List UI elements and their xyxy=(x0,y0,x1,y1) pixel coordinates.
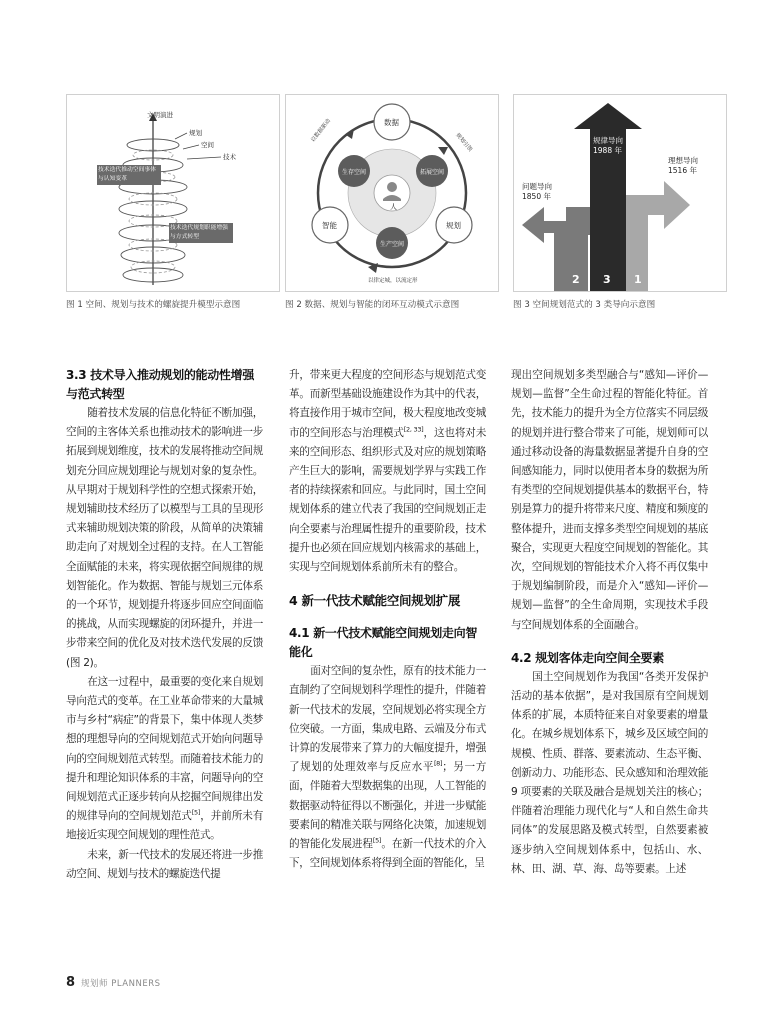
tech-label: 技术 xyxy=(223,153,236,161)
figure-2-caption: 图 2 数据、规划与智能的闭环互动模式示意图 xyxy=(285,300,460,310)
section-4-1-heading: 4.1 新一代技术赋能空间规划走向智能化 xyxy=(289,626,478,660)
page-footer xyxy=(66,975,161,990)
box2-text: 技术迭代规划职能增强与方式转型 xyxy=(170,225,228,240)
person-icon xyxy=(387,182,397,192)
planning-label: 规划 xyxy=(189,129,202,137)
arc-left-label: 以数据驱动 xyxy=(310,118,333,144)
figure-2 xyxy=(285,94,499,292)
paragraph: 升，带来更大程度的空间形态与规划范式变革。而新型基础设施建设作为其中的代表，将直接作用于城市空间，极大程度地改变城市的空间形态与治理模式[2, 33]，这也将对未来的空间形态、组织形式及对应的规划策略产生巨大的影响，需要规划学界与实践工作者的持续探索和回应。与此同时，国土空间规划体系的建立代表了我国的空间规划正走向全要素与治理属性提升的重要阶段，技术提升也必须在回应规划内核需求的基础上，实现与空间规划体系前所未有的整合。 xyxy=(289,369,486,574)
figure-3-caption: 图 3 空间规划范式的 3 类导向示意图 xyxy=(513,300,656,310)
center-year: 1988 年 xyxy=(593,146,622,155)
data-label: 数据 xyxy=(384,118,399,127)
section-3-3-heading: 3.3 技术导入推动规划的能动性增强与范式转型 xyxy=(66,368,255,401)
column-2 xyxy=(289,366,486,873)
citation-ref: [5] xyxy=(191,808,201,817)
column-1 xyxy=(66,366,263,884)
arrow-icon xyxy=(438,147,448,155)
right-year: 1516 年 xyxy=(668,166,697,175)
paragraph: 随着技术发展的信息化特征不断加强，空间的主客体关系也推动技术的影响进一步拓展到规划维度，技术的发展将推动空间规划充分回应规划理论与规划对象的复杂性。从早期对于规划科学性的空想式探索开始，规划辅助技术经历了以模型与工具的呈现形式来辅助规划决策的阶段，从简单的决策辅助走向了对规划全过程的支持。在人工智能全面赋能的未来，将实现依据空间规律的规划智能化。作为数据、智能与规划三元体系的一个环节，规划提升将逐步回应空间面临的挑战，从而实现螺旋的闭环提升，并进一步带来空间的优化及对技术迭代发展的反馈 (图 2)。 xyxy=(66,407,263,669)
figure-1 xyxy=(66,94,280,292)
left-label: 问题导向 xyxy=(522,182,552,191)
box1-text: 技术迭代推动空间事体与认知变革 xyxy=(98,167,156,182)
number-3: 3 xyxy=(603,273,611,286)
civilization-label: 文明演进 xyxy=(147,111,173,119)
number-1: 1 xyxy=(634,273,642,286)
column-3 xyxy=(511,366,708,879)
paragraph: 国土空间规划作为我国“各类开发保护活动的基本依据”，是对我国原有空间规划体系的扩展，本质特征来自对象要素的增量化。在城乡规划体系下，城乡及区域空间的规模、性质、群落、要素流动、生态平衡、创新动力、功能形态、民众感知和治理效能 9 项要素的关联及融合是规划关注的核心；伴随着治理能力现代化与“人和自然生命共同体”的发展思路及模式转型，自然要素被逐步纳入空间规划体系中，包括山、水、林、田、湖、草、海、岛等要素。上述 xyxy=(511,670,708,875)
section-4-heading: 4 新一代技术赋能空间规划扩展 xyxy=(289,593,461,609)
figure-1-diagram xyxy=(67,95,279,291)
left-year: 1850 年 xyxy=(522,192,551,201)
person-label: 人 xyxy=(390,203,397,211)
figure-3-diagram xyxy=(514,95,726,291)
intelligence-label: 智能 xyxy=(322,221,337,230)
paragraph: 现出空间规划多类型融合与“感知—评价—规划—监督”全生命过程的智能化特征。首先，技术能力的提升为全方位落实不同层级的规划并进行整合带来了可能，规划师可以通过移动设备的海量数据显著提升自身的空间感知能力，同时以使用者本身的数据为所有类型的空间规划提供基本的数据平台，特别是算力的提升将带来尺度、精度和频度的整体提升，进而支撑多类型空间规划的基底聚合，实现更大程度空间规划的智能化。其次，空间规划的智能技术介入将不再仅集中于规划编制阶段，而是介入“感知—评价—规划—监督”的全生命周期，实现技术手段与空间规划体系的全面融合。 xyxy=(511,369,708,631)
number-2: 2 xyxy=(572,273,580,286)
center-label: 规律导向 xyxy=(593,136,623,145)
living-space-label: 生存空间 xyxy=(342,169,367,176)
section-4-2-heading: 4.2 规划客体走向空间全要素 xyxy=(511,650,664,665)
production-space-label: 生产空间 xyxy=(380,241,405,248)
left-arrow xyxy=(522,207,566,291)
planning-label: 规划 xyxy=(446,221,461,230)
paragraph: 面对空间的复杂性，原有的技术能力一直制约了空间规划科学理性的提升，伴随着新一代技术的发展，空间规划必将实现全方位突破。一方面，集成电路、云端及分布式计算的发展带来了算力的大幅度提升，增强了规划的处理效率与反应水平[8]；另一方面，伴随着大型数据集的出现，人工智能的数据驱动特征得以不断强化，并进一步赋能要素间的精准关联与网络化决策，加速规划的智能化发展进程[5]。在新一代技术的介入下，空间规划体系将得到全面的智能化，呈 xyxy=(289,665,486,870)
right-label: 理想导向 xyxy=(668,156,698,165)
journal-name: 规划师 PLANNERS xyxy=(81,979,161,989)
paragraph: 在这一过程中，最重要的变化来自规划导向范式的变革。在工业革命带来的大量城市与乡村“病症”的背景下，集中体现人类梦想的理想导向的空间规划范式开始向问题导向的空间规划范式转型。而随着技术能力的提升和理论知识体系的丰富，问题导向的空间规划范式正逐步转向从挖掘空间规律出发的规律导向的空间规划范式[5]，并前所未有地接近实现空间规划的理性范式。 xyxy=(66,675,264,842)
figure-2-diagram xyxy=(286,95,498,291)
citation-ref: [5] xyxy=(372,836,382,845)
expand-space-label: 拓展空间 xyxy=(420,169,445,176)
space-label: 空间 xyxy=(201,141,214,149)
figure-3 xyxy=(513,94,727,292)
paragraph: 未来，新一代技术的发展还将进一步推动空间、规划与技术的螺旋迭代提 xyxy=(66,848,263,880)
arc-bottom-label: 以律定城，以流定形 xyxy=(368,278,418,284)
arc-right-label: 规划引领 xyxy=(454,132,473,154)
figure-1-caption: 图 1 空间、规划与技术的螺旋提升模型示意图 xyxy=(66,300,241,310)
center-arrow-head xyxy=(574,103,642,129)
page-number: 8 xyxy=(66,975,76,990)
citation-ref: [8] xyxy=(433,759,443,768)
citation-ref: [2, 33] xyxy=(403,425,424,434)
